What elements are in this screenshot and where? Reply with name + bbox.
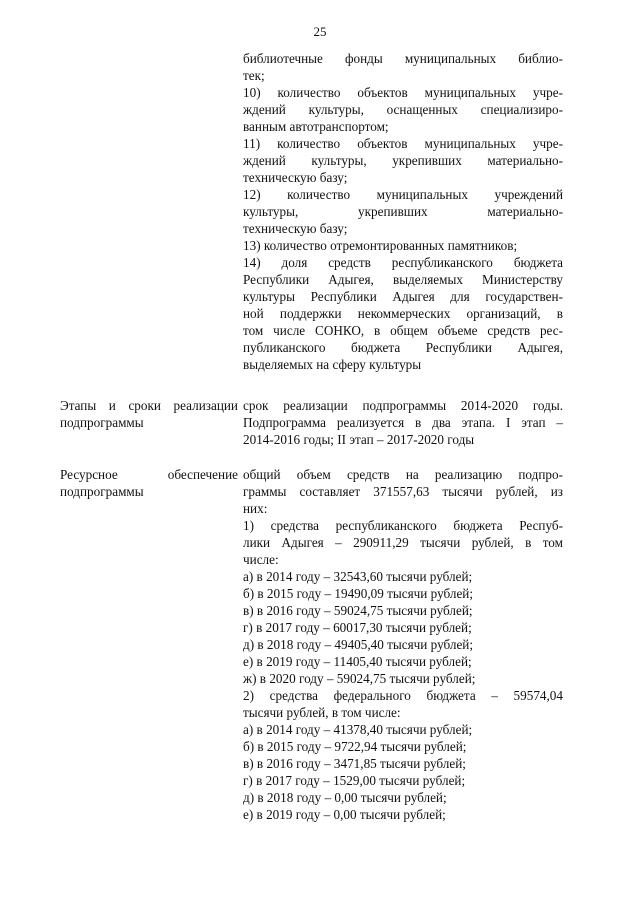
text-line: в) в 2016 году – 59024,75 тысячи рублей;: [243, 603, 473, 618]
text-line: Подпрограмма реализуется в два этапа. I этап –: [243, 415, 563, 430]
label-line: Этапы и сроки реализации: [60, 398, 238, 413]
text-line: 11) количество объектов муниципальных учре-: [243, 136, 563, 151]
text-line: ждений культуры, укрепивших материально-: [243, 153, 563, 168]
text-line: культуры Республики Адыгея для государствен-: [243, 289, 563, 304]
text-line: д) в 2018 году – 0,00 тысячи рублей;: [243, 790, 447, 805]
text-line: г) в 2017 году – 60017,30 тысячи рублей;: [243, 620, 472, 635]
text-line: ж) в 2020 году – 59024,75 тысячи рублей;: [243, 671, 476, 686]
text-line: 14) доля средств республиканского бюджета: [243, 255, 563, 270]
text-line: Республики Адыгея, выделяемых Министерству: [243, 272, 563, 287]
text-line: е) в 2019 году – 0,00 тысячи рублей;: [243, 807, 446, 822]
text-line: 10) количество объектов муниципальных учре-: [243, 85, 563, 100]
text-line: граммы составляет 371557,63 тысячи рублей, из: [243, 484, 563, 499]
text-line: ждений культуры, оснащенных специализиро-: [243, 102, 563, 117]
text-line: ванным автотранспортом;: [243, 119, 389, 134]
text-line: а) в 2014 году – 41378,40 тысячи рублей;: [243, 722, 473, 737]
text-line: тек;: [243, 68, 265, 83]
text-line: них:: [243, 501, 268, 516]
resources-text: [243, 466, 563, 823]
text-line: общий объем средств на реализацию подпро-: [243, 467, 563, 482]
text-line: выделяемых на сферу культуры: [243, 357, 422, 372]
text-line: техническую базу;: [243, 170, 348, 185]
text-line: 2) средства федерального бюджета – 59574,04: [243, 688, 563, 703]
text-line: 12) количество муниципальных учреждений: [243, 187, 563, 202]
stages-text: [243, 397, 563, 448]
text-line: культуры, укрепивших материально-: [243, 204, 563, 219]
label-line: подпрограммы: [60, 484, 144, 499]
text-line: б) в 2015 году – 9722,94 тысячи рублей;: [243, 739, 467, 754]
text-line: б) в 2015 году – 19490,09 тысячи рублей;: [243, 586, 474, 601]
text-line: г) в 2017 году – 1529,00 тысячи рублей;: [243, 773, 466, 788]
text-line: том числе СОНКО, в общем объеме средств рес-: [243, 323, 563, 338]
block-indicators-text: [243, 50, 563, 373]
text-line: числе:: [243, 552, 279, 567]
text-line: в) в 2016 году – 3471,85 тысячи рублей;: [243, 756, 466, 771]
text-line: ной поддержки некоммерческих организаций, в: [243, 306, 563, 321]
text-line: тысячи рублей, в том числе:: [243, 705, 401, 720]
label-line: Ресурсное обеспечение: [60, 467, 238, 482]
page-number: 25: [313, 24, 327, 39]
text-line: лики Адыгея – 290911,29 тысячи рублей, в том: [243, 535, 563, 550]
text-line: е) в 2019 году – 11405,40 тысячи рублей;: [243, 654, 472, 669]
text-line: техническую базу;: [243, 221, 348, 236]
text-line: срок реализации подпрограммы 2014-2020 годы.: [243, 398, 563, 413]
text-line: д) в 2018 году – 49405,40 тысячи рублей;: [243, 637, 474, 652]
stages-label: [60, 397, 238, 431]
text-line: 13) количество отремонтированных памятников;: [243, 238, 518, 253]
text-line: публиканского бюджета Республики Адыгея,: [243, 340, 563, 355]
label-line: подпрограммы: [60, 415, 144, 430]
resources-label: [60, 466, 238, 500]
text-line: 2014-2016 годы; II этап – 2017-2020 годы: [243, 432, 475, 447]
text-line: 1) средства республиканского бюджета Респуб-: [243, 518, 563, 533]
text-line: а) в 2014 году – 32543,60 тысячи рублей;: [243, 569, 473, 584]
text-line: библиотечные фонды муниципальных библио-: [243, 51, 563, 66]
